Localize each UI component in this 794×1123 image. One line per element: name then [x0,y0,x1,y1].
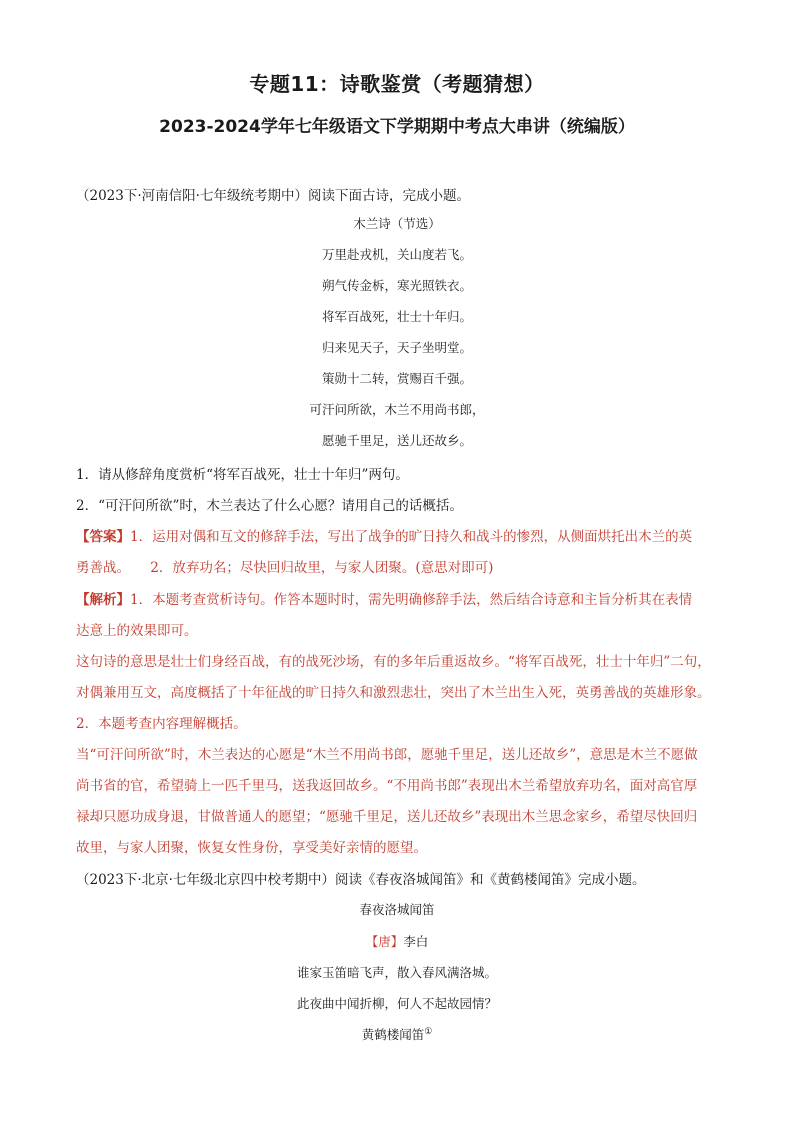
poem-dynasty: 【唐】 [365,934,404,949]
analysis-line: 当“可汗问所欲”时，木兰表达的心愿是“木兰不用尚书郎，愿驰千里足，送儿还故乡”，意思是木兰不愿做 [76,747,698,763]
analysis-text: 1．本题考查赏析诗句。作答本题时时，需先明确修辞手法，然后结合诗意和主旨分析其在表情 [130,592,693,608]
poem-line: 可汗问所欲，木兰不用尚书郎， [309,402,485,417]
poem-title: 木兰诗（节选） [353,216,441,231]
poem-line: 愿驰千里足，送儿还故乡。 [321,433,472,448]
analysis-line: 这句诗的意思是壮士们身经百战，有的战死沙场，有的多年后重返故乡。“将军百战死，壮士十年归”二句， [76,654,711,670]
poem-line: 策勋十二转，赏赐百千强。 [321,371,472,386]
poem-author [0,932,794,950]
analysis-line: 对偶兼用互文，高度概括了十年征战的旷日持久和激烈悲壮，突出了木兰出生入死，英勇善战的英雄形象。 [76,685,711,701]
poem-line: 此夜曲中闻折柳，何人不起故园情？ [296,996,497,1011]
answer-line [76,525,692,545]
answer-text: 1．运用对偶和互文的修辞手法，写出了战争的旷日持久和战斗的惨烈，从侧面烘托出木兰的英 [130,529,693,545]
analysis-tag: 【解析】 [76,592,130,608]
question-item: 2．“可汗问所欲”时，木兰表达了什么心愿？请用自己的话概括。 [76,498,463,514]
answer-line: 勇善战。 2．放弃功名；尽快回归故里，与家人团聚。(意思对即可) [76,560,494,576]
analysis-line: 尚书省的官，希望骑上一匹千里马，送我返回故乡。“不用尚书郎”表现出木兰希望放弃功名，面对高官厚 [76,778,698,794]
poem-title [0,1025,794,1043]
question-source: （2023下·北京·七年级北京四中校考期中）阅读《春夜洛城闻笛》和《黄鹤楼闻笛》完成小题。 [76,872,646,888]
poem-title-text: 黄鹤楼闻笛 [361,1027,425,1042]
question-source: （2023下·河南信阳·七年级统考期中）阅读下面古诗，完成小题。 [76,188,470,204]
analysis-line: 2．本题考查内容理解概括。 [76,716,247,732]
page-subtitle: 2023-2024学年七年级语文下学期期中考点大串讲（统编版） [159,117,635,137]
analysis-line: 禄却只愿功成身退，甘做普通人的愿望；“愿驰千里足，送儿还故乡”表现出木兰思念家乡，希望尽快回归 [76,809,698,825]
question-item: 1．请从修辞角度赏析“将军百战死，壮士十年归”两句。 [76,467,409,483]
poem-line: 归来见天子，天子坐明堂。 [321,340,472,355]
poem-title: 春夜洛城闻笛 [359,902,435,917]
footnote-marker: ① [424,1026,433,1037]
poem-line: 朔气传金柝，寒光照铁衣。 [321,278,472,293]
poem-line: 万里赴戎机，关山度若飞。 [321,247,472,262]
analysis-line: 故里，与家人团聚，恢复女性身份，享受美好亲情的愿望。 [76,840,427,856]
analysis-line: 达意上的效果即可。 [76,623,198,639]
answer-tag: 【答案】 [76,529,130,545]
poem-author-name: 李白 [403,934,429,949]
page-title: 专题11：诗歌鉴赏（考题猜想） [249,72,545,96]
poem-line: 谁家玉笛暗飞声，散入春风满洛城。 [296,965,497,980]
poem-line: 将军百战死，壮士十年归。 [321,309,472,324]
analysis-line [76,588,692,608]
